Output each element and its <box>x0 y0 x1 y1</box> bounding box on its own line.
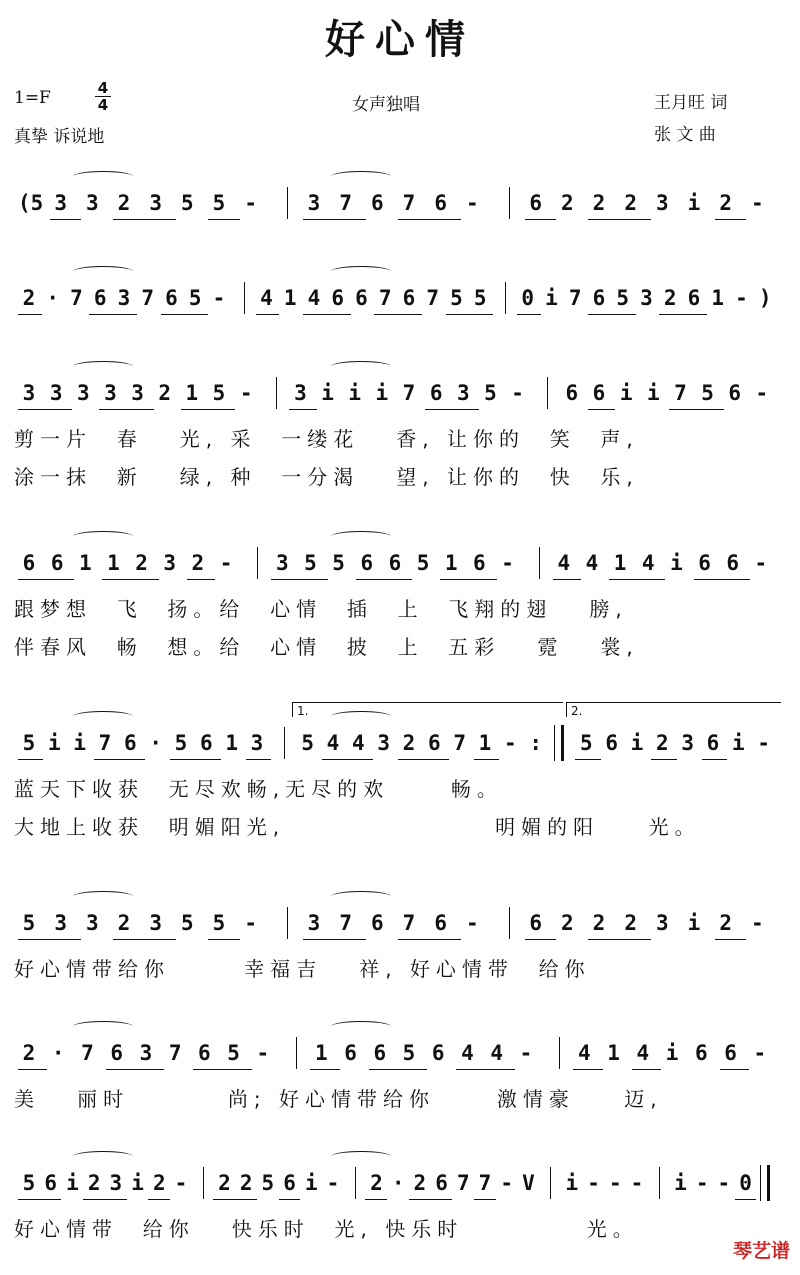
note: 4 <box>352 731 365 755</box>
note: 1 <box>314 1041 328 1065</box>
note: 7 <box>168 1041 182 1065</box>
note: 7 <box>70 286 83 310</box>
note: 2 <box>152 1171 166 1195</box>
note: 3 <box>131 381 144 405</box>
notation-row <box>12 545 798 581</box>
note: 3 <box>149 191 162 215</box>
note: - <box>326 1171 340 1195</box>
note: 2 <box>158 381 172 405</box>
note: - <box>755 381 769 405</box>
note: 3 <box>163 551 177 575</box>
note: 7 <box>339 191 352 215</box>
note: 6 <box>687 286 701 310</box>
note: 7 <box>674 381 687 405</box>
note: · <box>149 731 162 755</box>
note: 6 <box>434 911 447 935</box>
note: 2 <box>218 1171 231 1195</box>
note: 6 <box>22 551 36 575</box>
note: 2 <box>22 1041 36 1065</box>
note: 6 <box>360 551 374 575</box>
note: i <box>545 286 558 310</box>
note: 1 <box>607 1041 620 1065</box>
note: 5 <box>580 731 593 755</box>
note: · <box>391 1171 405 1195</box>
note: : <box>529 731 542 755</box>
note: 4 <box>490 1041 504 1065</box>
song-title: 好心情 <box>325 16 475 63</box>
note: - <box>244 191 257 215</box>
composer-credit: 张 文 曲 <box>654 125 716 145</box>
lyric-line: 美 丽时 尚; 好心情带给你 激情豪 迈, <box>14 1087 663 1111</box>
note: 3 <box>139 1041 153 1065</box>
notation-row <box>12 725 798 761</box>
double-barline <box>760 1165 770 1201</box>
note: - <box>757 731 770 755</box>
note: · <box>51 1041 65 1065</box>
note: 7 <box>378 286 392 310</box>
note: 3 <box>307 911 321 935</box>
barline <box>509 187 510 219</box>
notation-row <box>12 1165 798 1201</box>
note: 4 <box>641 551 655 575</box>
note: 7 <box>339 911 352 935</box>
note: 2 <box>22 286 36 310</box>
note: 6 <box>431 1041 445 1065</box>
note: 1 <box>185 381 199 405</box>
note: 2 <box>117 911 131 935</box>
note: - <box>608 1171 622 1195</box>
barline <box>559 1037 560 1069</box>
note: 5 <box>181 191 194 215</box>
note: 6 <box>592 381 606 405</box>
note: 6 <box>698 551 711 575</box>
note: (5 <box>18 191 44 215</box>
note: 4 <box>461 1041 474 1065</box>
notation-row <box>12 280 798 316</box>
note: i <box>348 381 362 405</box>
note: 2 <box>624 911 637 935</box>
note: 6 <box>283 1171 296 1195</box>
note: - <box>244 911 257 935</box>
notation-row <box>12 1035 798 1071</box>
barline <box>257 547 258 579</box>
notation-row <box>12 905 798 941</box>
note: i <box>687 191 701 215</box>
note: i <box>665 1041 679 1065</box>
note: 7 <box>81 1041 94 1065</box>
note: 5 <box>212 911 226 935</box>
note: 6 <box>371 191 384 215</box>
note: i <box>732 731 745 755</box>
barline <box>355 1167 356 1199</box>
slur-mark <box>73 361 133 372</box>
watermark-logo: 琴艺谱 <box>732 1240 790 1262</box>
barline <box>659 1167 660 1199</box>
note: 3 <box>377 731 390 755</box>
key-signature <box>14 79 134 118</box>
note: 6 <box>428 731 441 755</box>
slur-mark <box>331 1151 391 1162</box>
note: 2 <box>117 191 131 215</box>
note: 6 <box>388 551 402 575</box>
note: 6 <box>605 731 618 755</box>
note: i <box>66 1171 79 1195</box>
note: 5 <box>301 731 314 755</box>
note: 3 <box>250 731 264 755</box>
note: 2 <box>413 1171 427 1195</box>
lyric-line: 跟梦想 飞 扬。给 心情 插 上 飞翔的翅 膀, <box>14 597 628 621</box>
note: 6 <box>44 1171 58 1195</box>
barline <box>287 907 288 939</box>
note: - <box>695 1171 709 1195</box>
slur-mark <box>73 1021 133 1032</box>
barline <box>284 727 285 759</box>
note: 1 <box>613 551 627 575</box>
note: 1 <box>444 551 458 575</box>
note: 6 <box>331 286 345 310</box>
note: 7 <box>98 731 112 755</box>
note: - <box>504 731 517 755</box>
note: 5 <box>304 551 317 575</box>
double-barline <box>554 725 564 761</box>
note: 5 <box>227 1041 240 1065</box>
note: 4 <box>636 1041 650 1065</box>
barline <box>539 547 540 579</box>
note: 3 <box>307 191 321 215</box>
note: 5 <box>473 286 487 310</box>
slur-mark <box>331 891 391 902</box>
note: 3 <box>109 1171 123 1195</box>
note: 5 <box>416 551 430 575</box>
note: 6 <box>344 1041 357 1065</box>
note: 7 <box>141 286 155 310</box>
note: 7 <box>402 911 416 935</box>
time-signature <box>92 80 114 113</box>
lyric-line: 好心情带 给你 快乐时 光, 快乐时 光。 <box>14 1217 639 1241</box>
note: 2 <box>592 191 606 215</box>
note: 5 <box>212 381 226 405</box>
note: - <box>630 1171 644 1195</box>
slur-mark <box>331 1021 391 1032</box>
note: 6 <box>373 1041 387 1065</box>
note: 1 <box>78 551 92 575</box>
note: 7 <box>402 381 416 405</box>
note: 3 <box>681 731 694 755</box>
notation-row <box>12 185 798 221</box>
lyric-line: 大地上收获 明媚阳光, 明媚的阳 光。 <box>14 815 701 839</box>
key-label: 1=F <box>14 88 51 108</box>
note: 5 <box>174 731 188 755</box>
note: 7 <box>568 286 582 310</box>
note: - <box>587 1171 600 1195</box>
volta-first-ending: 1. <box>292 702 563 717</box>
lyric-line: 蓝天下收获 无尽欢畅,无尽的欢 畅。 <box>14 777 503 801</box>
note: 3 <box>456 381 470 405</box>
note: 3 <box>276 551 289 575</box>
note: 6 <box>728 381 742 405</box>
note: 6 <box>473 551 486 575</box>
note: 2 <box>561 191 574 215</box>
note: i <box>375 381 389 405</box>
barline <box>547 377 548 409</box>
note: 4 <box>307 286 321 310</box>
note: i <box>321 381 334 405</box>
barline <box>287 187 288 219</box>
note: 7 <box>426 286 440 310</box>
note: V <box>522 1171 535 1195</box>
note: 6 <box>429 381 443 405</box>
time-top: 4 <box>97 79 109 97</box>
note: 3 <box>54 911 67 935</box>
note: 4 <box>326 731 340 755</box>
note: 1 <box>478 731 492 755</box>
note: - <box>219 551 233 575</box>
slur-mark <box>73 531 133 542</box>
note: - <box>500 1171 514 1195</box>
note: 6 <box>200 731 213 755</box>
note: 4 <box>557 551 571 575</box>
note: 3 <box>656 191 669 215</box>
note: 2 <box>370 1171 383 1195</box>
note: 0 <box>739 1171 752 1195</box>
note: 6 <box>93 286 107 310</box>
note: - <box>735 286 748 310</box>
note: 6 <box>694 1041 708 1065</box>
note: 6 <box>50 551 64 575</box>
note: - <box>501 551 514 575</box>
note: 1 <box>711 286 725 310</box>
note: 4 <box>260 286 273 310</box>
note: 2 <box>191 551 205 575</box>
note: 3 <box>104 381 117 405</box>
note: 5 <box>701 381 714 405</box>
slur-mark <box>331 531 391 542</box>
note: 3 <box>76 381 90 405</box>
note: 6 <box>165 286 178 310</box>
note: 2 <box>87 1171 101 1195</box>
note: 1 <box>225 731 238 755</box>
note: 3 <box>86 911 99 935</box>
note: i <box>565 1171 579 1195</box>
barline <box>505 282 506 314</box>
note: 2 <box>656 731 669 755</box>
note: 5 <box>22 731 36 755</box>
lyric-line: 剪一片 春 光, 采 一缕花 香, 让你的 笑 声, <box>14 427 639 451</box>
note: 3 <box>49 381 63 405</box>
note: 6 <box>434 191 447 215</box>
note: 2 <box>239 1171 253 1195</box>
note: - <box>519 1041 533 1065</box>
note: 7 <box>456 1171 470 1195</box>
slur-mark <box>331 266 391 277</box>
note: 2 <box>561 911 574 935</box>
slur-mark <box>73 171 133 182</box>
note: 6 <box>724 1041 737 1065</box>
note: ) <box>758 286 772 310</box>
note: · <box>46 286 60 310</box>
note: 6 <box>529 911 542 935</box>
note: 3 <box>640 286 653 310</box>
note: 5 <box>332 551 345 575</box>
note: 2 <box>135 551 148 575</box>
note: 6 <box>529 191 542 215</box>
barline <box>509 907 510 939</box>
note: 3 <box>86 191 99 215</box>
note: - <box>751 191 764 215</box>
note: i <box>48 731 61 755</box>
slur-mark <box>331 361 391 372</box>
note: 4 <box>578 1041 591 1065</box>
note: 5 <box>261 1171 275 1195</box>
note: 2 <box>624 191 637 215</box>
slur-mark <box>73 1151 133 1162</box>
note: 5 <box>188 286 202 310</box>
note: 5 <box>402 1041 416 1065</box>
note: - <box>511 381 524 405</box>
time-bottom: 4 <box>97 96 109 114</box>
note: 2 <box>402 731 416 755</box>
note: - <box>239 381 253 405</box>
note: - <box>717 1171 731 1195</box>
note: i <box>674 1171 687 1195</box>
note: - <box>174 1171 188 1195</box>
note: - <box>212 286 226 310</box>
lyric-line: 涂一抹 新 绿, 种 一分渴 望, 让你的 快 乐, <box>14 465 639 489</box>
slur-mark <box>73 891 133 902</box>
note: 6 <box>402 286 416 310</box>
note: i <box>670 551 683 575</box>
note: 3 <box>294 381 307 405</box>
note: i <box>304 1171 318 1195</box>
note: 2 <box>663 286 677 310</box>
mood-marking: 真挚 诉说地 <box>14 127 105 147</box>
note: 5 <box>181 911 194 935</box>
barline <box>244 282 245 314</box>
note: 3 <box>656 911 669 935</box>
notation-row <box>12 375 798 411</box>
note: 5 <box>484 381 497 405</box>
note: 2 <box>592 911 606 935</box>
lyric-line: 好心情带给你 幸福吉 祥, 好心情带 给你 <box>14 957 591 981</box>
note: 3 <box>22 381 36 405</box>
note: 6 <box>706 731 720 755</box>
note: i <box>619 381 633 405</box>
note: 3 <box>149 911 162 935</box>
note: 7 <box>478 1171 492 1195</box>
barline <box>203 1167 204 1199</box>
slur-mark <box>73 266 133 277</box>
note: - <box>466 191 479 215</box>
note: - <box>754 551 768 575</box>
barline <box>550 1167 551 1199</box>
note: 6 <box>565 381 579 405</box>
note: 5 <box>616 286 630 310</box>
note: 3 <box>54 191 67 215</box>
note: - <box>753 1041 767 1065</box>
barline <box>296 1037 297 1069</box>
barline <box>276 377 277 409</box>
note: - <box>466 911 479 935</box>
note: i <box>687 911 701 935</box>
note: 0 <box>521 286 535 310</box>
note: 6 <box>726 551 740 575</box>
note: - <box>256 1041 270 1065</box>
note: 5 <box>450 286 463 310</box>
note: 6 <box>371 911 384 935</box>
note: 6 <box>110 1041 124 1065</box>
note: 6 <box>435 1171 448 1195</box>
note: i <box>630 731 644 755</box>
lyric-line: 伴春风 畅 想。给 心情 披 上 五彩 霓 裳, <box>14 635 639 659</box>
note: 6 <box>124 731 137 755</box>
performance-note: 女声独唱 <box>352 95 420 115</box>
note: 4 <box>585 551 599 575</box>
note: 6 <box>592 286 606 310</box>
lyricist-credit: 王月旺 词 <box>654 93 728 113</box>
note: 1 <box>283 286 297 310</box>
note: 3 <box>117 286 131 310</box>
note: - <box>751 911 764 935</box>
note: 6 <box>355 286 368 310</box>
note: i <box>73 731 86 755</box>
note: 7 <box>453 731 466 755</box>
note: 1 <box>107 551 120 575</box>
note: 7 <box>402 191 416 215</box>
note: i <box>131 1171 144 1195</box>
note: 5 <box>212 191 226 215</box>
note: 2 <box>719 911 732 935</box>
note: 2 <box>719 191 732 215</box>
slur-mark <box>73 711 133 722</box>
volta-second-ending: 2. <box>566 702 781 717</box>
note: 5 <box>22 911 36 935</box>
note: 5 <box>22 1171 36 1195</box>
note: 6 <box>198 1041 211 1065</box>
slur-mark <box>331 171 391 182</box>
note: i <box>646 381 660 405</box>
